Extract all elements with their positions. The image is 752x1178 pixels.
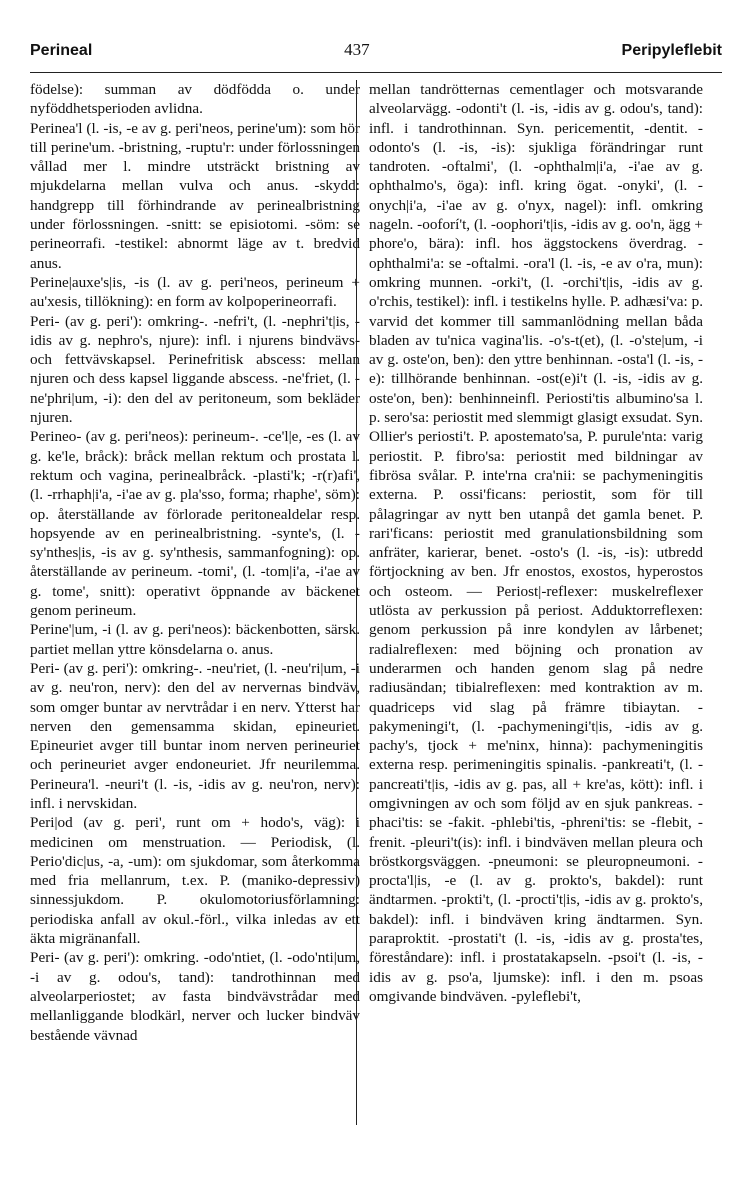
entry-text: födelse): summan av dödfödda o. under nyföddhetsperioden avlidna. <box>30 81 360 118</box>
entry-peri-neuriet <box>30 659 360 813</box>
running-head-right: Peripyleflebit <box>621 42 722 59</box>
column-divider <box>356 80 357 1125</box>
running-head-left: Perineal <box>30 42 93 59</box>
entry-continuation <box>30 80 360 119</box>
entry-perineauxesis <box>30 273 360 312</box>
entry-period <box>30 813 360 948</box>
entry-text: Perineo- (av g. peri'neos): perineum-. -ce'l|e, -es (l. av g. ke'le, bråck): bråck mellan rektum och prostata l. rektum och vagina, perinealbråck. -plasti'k; -r(r)afi', (l. -rrhaph|i'a, -i'ae av g. pla'sso, forma; rhaphe', söm): op. återställande av förlorade peritonealdelar resp. hopsyende av en perinealbristning. -synte's, (l. -sy'nthes|is, -is av g. sy'nthesis, sammanfogning): op. återställande av perineum. -tomi', (l. -tom|i'a, -i'ae av g. tome', snitt): operativt öppnande av bäckenet genom perineum. <box>30 428 360 620</box>
entry-peri-nefrit <box>30 312 360 428</box>
page-number: 437 <box>344 40 370 59</box>
entry-text: mellan tandrötternas cementlager och motsvarande alveolarvägg. -odonti't (l. -is, -idis av g. odou's, tand): infl. i tandrothinnan. Syn. pericementit, -dentit. -odonto's (l. -is, -is): sjukliga förändringar runt tandroten. -oftalmi', (l. -ophthalm|i'a, -i'ae av g. ophthalmo's, öga): infl. kring ögat. -onyki', (l. -onych|i'a, -i'ae av g. o'nyx, nagel): infl. omkring nageln. -ooforí't, (l. -oophori't|is, -idis av g. oo'n, ägg + phore'o, bära): infl. hos äggstockens överdrag. -ophthalmi'a: se -oftalmi. -ora'l (l. -is, -e av o'ra, mun): omkring munnen. -orki't, (l. -orchi't|is, -idis av g. o'rchis, testikel): infl. i testikelns hylle. P. adhæsi'va: p. varvid det kommer till sammanlödning mellan båda bladen av tu'nica vagina'lis. -o's-t(et), (l. -o'ste|um, -i av g. oste'on, ben): den yttre benhinnan. -osta'l (l. -is, -e): tillhörande benhinnan. -ost(e)i't (l. -is, -idis av g. oste'on, ben): benhinneinfl. Periosti'tis albumino'sa l. p. sero'sa: periostit med slemmigt glasigt exsudat. Syn. Ollier's periosti't. P. apostemato'sa, P. purule'nta: varig periostit. P. fibro'sa: periostit med bildningar av fibrösa svålar. P. inte'rna cra'nii: se pachymeningitis externa. P. ossi'ficans: periostit, som för till pålagringar av nytt ben utanpå det gamla benet. P. rari'ficans: periostit med granulationsbildning som anfräter, karierar, benet. -osto's (l. -is, -is): utbredd förtjockning av ben. Jfr enostos, exostos, hyperostos och osteom. — Periost|-reflexer: muskelreflexer utlösta av perkussion på periost. Adduktorreflexen: genom perkussion på inre kondylen av lårbenet; radialreflexen: med böjning och pronation av underarmen och handen genom slag på nedre radiusändan; tibialreflexen: med kontraktion av m. quadriceps vid slag på främre tibiaytan. -pakymeningi't, (l. -pachymeningi't|is, -idis av g. pachy's, tjock + me'ninx, hinna): pachymeningitis externa resp. perimeningitis spinalis. -pankreati't, (l. -pancreati't|is, -idis av g. pas, all + kre'as, kött): infl. i omgivningen av och som följd av en sjuk pankreas. -phaci'tis: se -fakit. -phlebi'tis, -phreni'tis: se -flebit, -frenit. -pleuri't(is): infl. i bindväven mellan pleura och bröstkorgsväggen. -pneumoni: se pleuropneumoni. -procta'l|is, -e (l. av g. prokto's, bakdel): runt ändtarmen. -prokti't, (l. -procti't|is, -idis av g. prokto's, bakdel): infl. i bindväven kring ändtarmen. Syn. paraproktit. -prostati't (l. -is, -idis av g. prosta'tes, föreståndare): infl. i prostatakapseln. -psoi't (l. -is, -idis av g. pso'a, ljumske): infl. i den m. psoas omgivande bindväven. -pyleflebi't, <box>369 81 703 1005</box>
entry-text: Perine|auxe's|is, -is (l. av g. peri'neos, perineum + au'xesis, tillökning): en form av kolpoperineorrafi. <box>30 273 360 311</box>
entry-text: Peri- (av g. peri'): omkring-. -nefri't, (l. -nephri't|is, -idis av g. nephro's, njure): infl. i njurens bindvävs- och fettvävskapsel. Perinefritisk abscess: mellan njuren och dess kapsel liggande abscess. -ne'friet, (l. -ne'phri|um, -i): den del av peritoneum, som bekläder njuren. <box>30 312 360 427</box>
entry-perineal <box>30 119 360 273</box>
entry-text: Peri- (av g. peri'): omkring. -odo'ntiet, (l. -odo'nti|um, -i av g. odou's, tand): tandrothinnan med alveolarperiostet; av fasta bindvävstrådar med mellanliggande blodkärl, nerver och lucker bindväv bestående vävnad <box>30 949 360 1044</box>
entry-text: Peri|od (av g. peri', runt om + hodo's, väg): i medicinen om menstruation. — Periodisk, (l. Perio'dic|us, -a, -um): om sjukdomar, som återkomma med fria mellanrum, t.ex. P. (maniko-depressiv) sinnessjukdom. P. okulomotoriusförlamning: periodiska anfall av okul.-förl., vilka inledas av ett äkta migränanfall. <box>30 814 360 948</box>
page-header <box>30 40 722 64</box>
entry-peri-odontiet <box>30 948 360 1044</box>
entry-continuation <box>369 80 703 1006</box>
right-column <box>369 80 703 1006</box>
left-column <box>30 80 360 1045</box>
entry-perineo <box>30 427 360 620</box>
entry-text: Peri- (av g. peri'): omkring-. -neu'riet, (l. -neu'ri|um, -i av g. neu'ron, nerv): den del av nervernas bindväv, som omger buntar av nervtrådar i en nerv. Ytterst har nerven den gemensamma skidan, epineuriet. Epineuriet avger till buntar inom nerven perineuriet och perineuriet avger endoneuriet. Jfr neurilemma. Perineura'l. -neuri't (l. -is, -idis av g. neu'ron, nerv): infl. i nervskidan. <box>30 659 360 812</box>
entry-text: Perinea'l (l. -is, -e av g. peri'neos, perine'um): som hör till perine'um. -bristning, -ruptu'r: under förlossningen vållad mer l. mindre utsträckt bristning av mjukdelarna mellan vulva och anus. -skydd: handgrepp till förhindrande av perinealbristning under förlossningen. -snitt: se episiotomi. -söm: se perineorrafi. -testikel: abnormt läge av t. bredvid anus. <box>30 119 360 272</box>
entry-perineum <box>30 620 360 659</box>
header-rule <box>30 72 722 73</box>
entry-text: Perine'|um, -i (l. av g. peri'neos): bäckenbotten, särsk. partiet mellan yttre könsdelarna o. anus. <box>30 621 360 658</box>
